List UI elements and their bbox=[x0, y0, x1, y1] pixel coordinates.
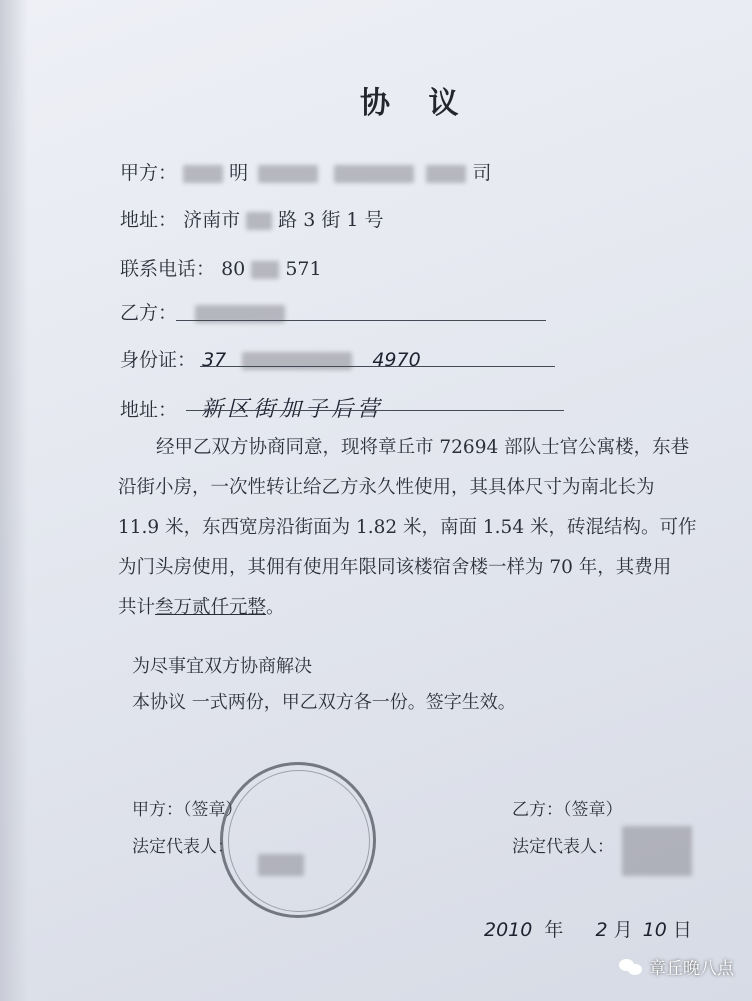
company-seal-inner-ring bbox=[228, 770, 370, 912]
redacted-block bbox=[334, 165, 414, 183]
fee-suffix: 。 bbox=[266, 597, 285, 618]
redacted-block bbox=[251, 261, 279, 279]
redacted-block bbox=[426, 165, 466, 183]
date-day: 10 bbox=[642, 919, 667, 941]
date-month-unit: 月 bbox=[613, 919, 633, 941]
sign-b-label: 乙方：（签章） bbox=[512, 800, 623, 820]
redacted-block bbox=[622, 826, 692, 876]
redacted-block bbox=[242, 352, 352, 370]
date-day-unit: 日 bbox=[672, 919, 692, 941]
address-a-value: 济南市 bbox=[183, 209, 241, 231]
party-a-row bbox=[120, 158, 491, 185]
fee-line bbox=[118, 588, 698, 628]
redacted-block bbox=[258, 165, 318, 183]
date-year: 2010 bbox=[484, 919, 533, 941]
fee-amount: 叁万贰仟元整 bbox=[155, 597, 267, 618]
document-title: 协 议 bbox=[360, 86, 473, 121]
id-card-suffix: 4970 bbox=[372, 349, 421, 371]
party-a-name-visible: 明 bbox=[229, 162, 249, 184]
watermark bbox=[619, 954, 734, 979]
sign-a-rep-label: 法定代表人： bbox=[132, 837, 234, 857]
party-b-underline bbox=[176, 320, 546, 321]
clause-2: 本协议 一式两份，甲乙双方各一份。签字生效。 bbox=[132, 692, 516, 713]
body-line: 为门头房使用，其佣有使用年限同该楼宿舍楼一样为 70 年，其费用 bbox=[118, 557, 672, 578]
id-card-underline bbox=[200, 366, 555, 367]
address-b-row bbox=[120, 392, 383, 423]
wechat-icon bbox=[619, 957, 643, 977]
paper-fold-shadow bbox=[0, 0, 28, 1001]
body-line: 经甲乙双方协商同意，现将章丘市 72694 部队士官公寓楼，东巷 bbox=[156, 437, 690, 458]
phone-label: 联系电话： bbox=[120, 258, 216, 280]
body-line: 沿街小房，一次性转让给乙方永久性使用，其具体尺寸为南北长为 bbox=[118, 477, 655, 498]
phone-prefix: 80 bbox=[221, 258, 246, 280]
date-year-unit: 年 bbox=[544, 919, 564, 941]
phone-row bbox=[120, 254, 322, 281]
body-paragraph bbox=[118, 428, 698, 628]
sign-b-rep-label: 法定代表人： bbox=[512, 837, 614, 857]
body-line: 11.9 米，东西宽房沿街面为 1.82 米，南面 1.54 米，砖混结构。可作 bbox=[118, 517, 697, 538]
phone-suffix: 571 bbox=[285, 258, 322, 280]
id-card-prefix: 37 bbox=[202, 349, 227, 371]
address-b-handwritten: 新区街加子后营 bbox=[201, 397, 384, 422]
id-card-row bbox=[120, 345, 421, 372]
party-a-label: 甲方： bbox=[120, 162, 178, 184]
fee-prefix: 共计 bbox=[118, 597, 156, 618]
watermark-text: 章丘晚八点 bbox=[649, 959, 734, 979]
clause-1: 为尽事宜双方协商解决 bbox=[132, 656, 312, 677]
party-a-name-end: 司 bbox=[472, 162, 492, 184]
address-a-value-2: 路 3 街 1 号 bbox=[278, 209, 384, 231]
address-b-label: 地址： bbox=[120, 399, 178, 421]
address-a-label: 地址： bbox=[120, 209, 178, 231]
redacted-block bbox=[246, 212, 272, 230]
address-b-underline bbox=[186, 410, 564, 411]
id-card-label: 身份证： bbox=[120, 349, 197, 371]
address-a-row bbox=[120, 205, 384, 232]
party-b-label: 乙方： bbox=[120, 302, 178, 324]
sign-a-label: 甲方：（签章） bbox=[132, 800, 243, 820]
date-row bbox=[484, 915, 692, 942]
redacted-block bbox=[183, 165, 223, 183]
date-month: 2 bbox=[595, 919, 608, 941]
